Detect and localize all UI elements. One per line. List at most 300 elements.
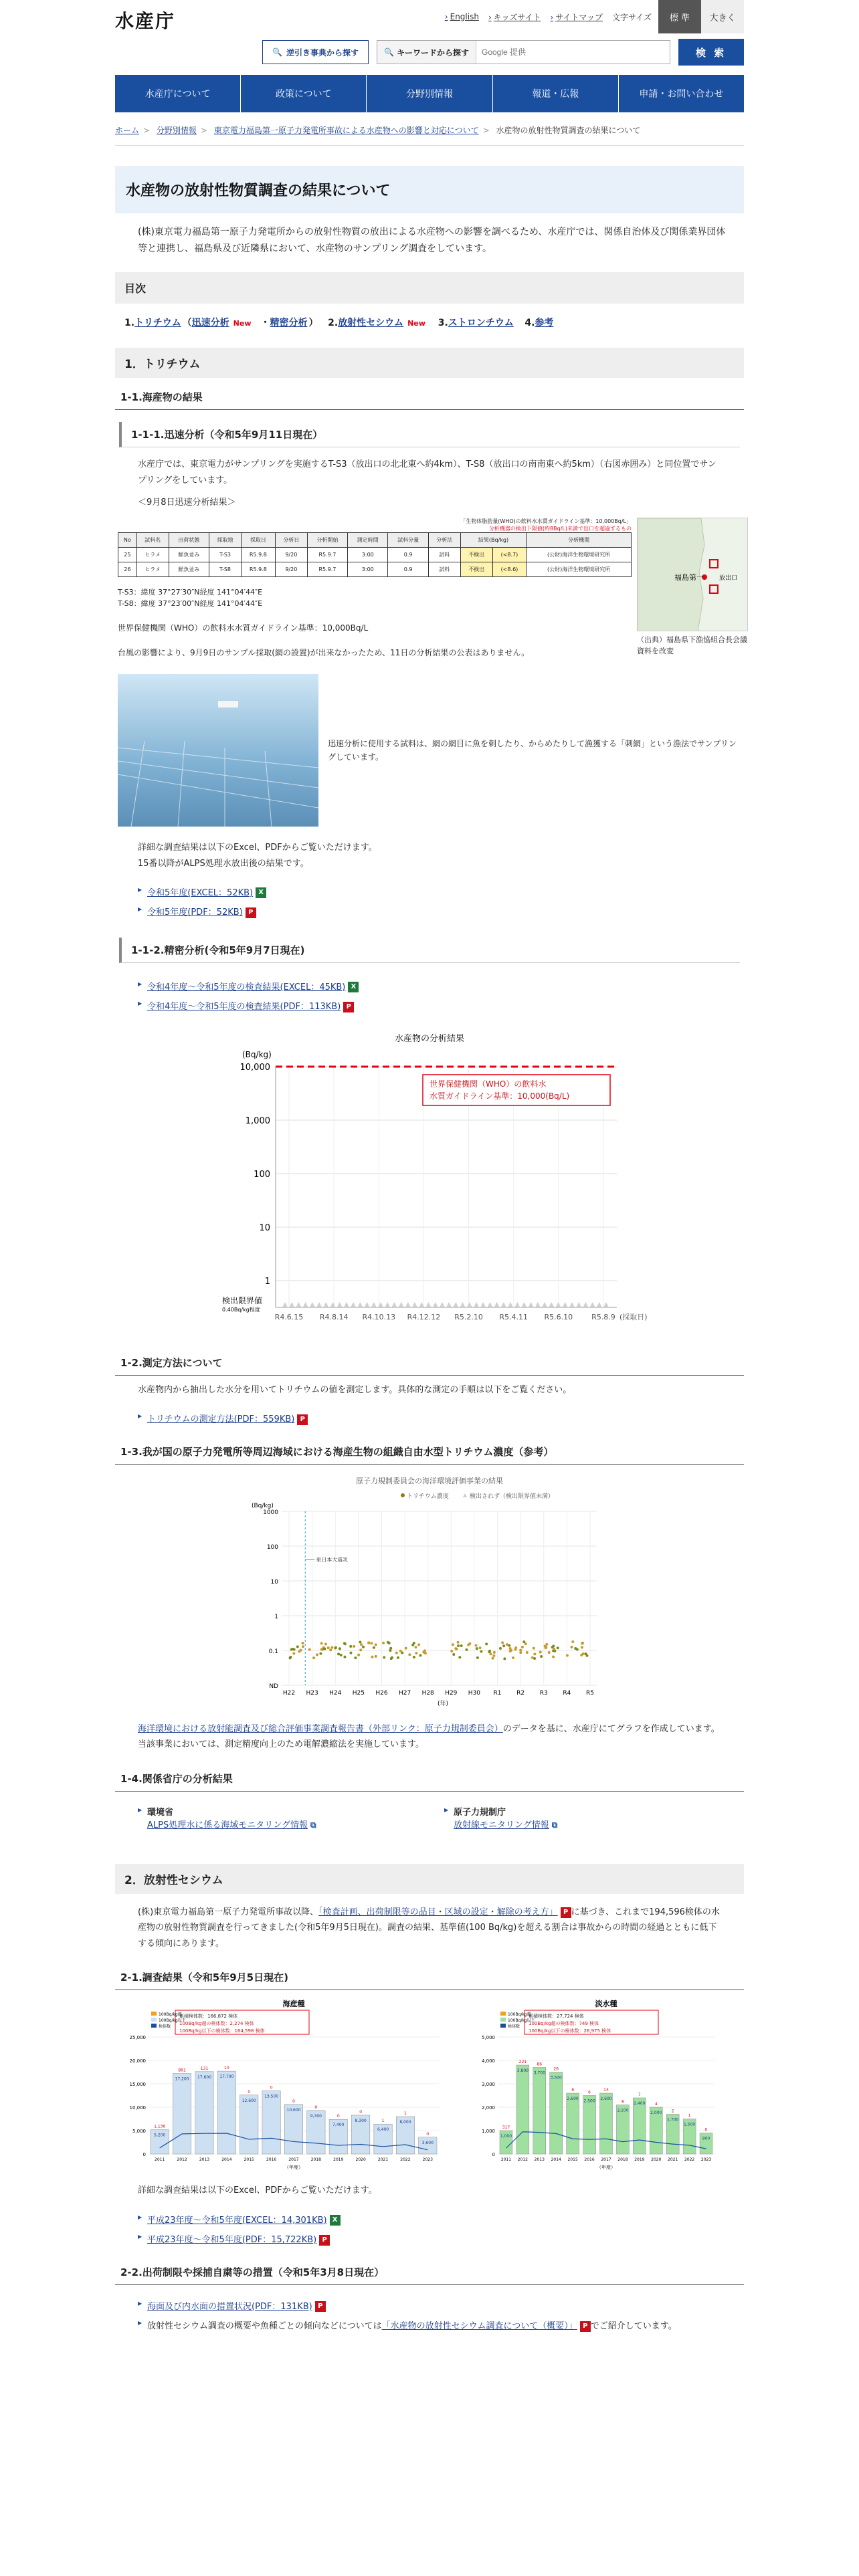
x-axis-label: (年) [437, 1700, 449, 1707]
keyword-search-input[interactable] [476, 41, 670, 64]
non-detect-marker [446, 1302, 452, 1307]
bar-value-label: 17,200 [175, 2076, 189, 2082]
net-mesh [118, 741, 318, 827]
precise-excel-link[interactable]: 令和4年度〜令和5年度の検査結果(EXCEL：45KB) [147, 982, 346, 992]
toc-heading: 目次 [115, 272, 744, 304]
data-point [492, 1656, 494, 1659]
data-point [480, 1650, 482, 1652]
data-point [395, 1651, 398, 1654]
non-detect-marker [460, 1302, 466, 1307]
table-header: 分析機関 [527, 532, 632, 547]
pdf-icon: P [246, 907, 256, 918]
x-tick-label: H22 [282, 1689, 296, 1697]
data-point [353, 1645, 355, 1648]
table-note-limit: 分析機器の検出下限値(約8Bq/L)未満で出口を超過するもの [488, 525, 632, 532]
y-tick-label: 10 [259, 1222, 270, 1233]
non-detect-marker [467, 1302, 472, 1307]
data-point [524, 1642, 527, 1645]
list-item [138, 976, 724, 996]
map-caption: （出典）福島県下漁協組合長会議資料を改変 [637, 635, 747, 656]
data-point [344, 1642, 347, 1645]
over-limit-label: 13 [603, 2088, 609, 2093]
x-tick-label: 2023 [422, 2157, 433, 2163]
data-point [362, 1645, 365, 1648]
subsection-cesium-results: 2-1.調査結果（令和5年9月5日現在) [115, 1958, 744, 1990]
nav-policy[interactable]: 政策について [241, 75, 367, 112]
non-detect-marker [385, 1302, 390, 1307]
rapid-pdf-link[interactable]: 令和5年度(PDF：52KB) [147, 907, 243, 918]
toc-precise[interactable]: 精密分析 [270, 318, 308, 329]
cesium-lead: (株)東京電力福島第一原子力発電所事故以降、「検査計画、出荷制限等の品目・区域の設定・解除の考え方」 P に基づき、これまで194,596検体の水産物の放射性物質調査を行ってきました(令和5年9月5日現在)。調査の結果、基準値(100 Bq/kg)を超える割合は事故からの時間の経過とともに低下する傾向にあります。 [138, 1907, 720, 1949]
data-point [415, 1652, 417, 1654]
breadcrumb-current: 水産物の放射性物質調査の結果について [496, 126, 641, 135]
method-pdf-link[interactable]: トリチウムの測定方法(PDF：559KB) [147, 1414, 295, 1425]
non-detect-marker [323, 1302, 328, 1307]
subsection-restrictions: 2-2.出荷制限や採捕自粛等の措置（令和5年3月8日現在） [115, 2253, 744, 2285]
boat-shape [218, 701, 238, 708]
x-tick-label: 2016 [266, 2157, 277, 2163]
non-detect-marker [603, 1302, 609, 1307]
data-point [320, 1642, 323, 1644]
non-detect-marker [576, 1302, 581, 1307]
x-tick-label: 2014 [551, 2157, 561, 2163]
data-point [324, 1642, 327, 1645]
data-point [367, 1641, 370, 1644]
section-cesium-title: 2．放射性セシウム [115, 1864, 744, 1894]
y-tick-label: 5,000 [481, 2035, 495, 2041]
bar-value-label: 2,000 [650, 2111, 662, 2116]
utility-nav [445, 0, 744, 33]
font-standard-button[interactable]: 標 準 [658, 0, 701, 33]
x-tick-label: H25 [352, 1689, 365, 1697]
list-item [138, 1408, 724, 1428]
chart-title: 海産種 [282, 2000, 305, 2009]
x-tick-label: R4.10.13 [362, 1312, 396, 1321]
non-detect-marker [330, 1302, 335, 1307]
data-point [548, 1651, 551, 1654]
site-logo[interactable]: 水産庁 [115, 10, 176, 32]
font-large-button[interactable]: 大きく [701, 0, 744, 33]
non-detect-marker [529, 1302, 534, 1307]
data-point [553, 1648, 555, 1650]
x-tick-label: R5.8.9 [591, 1312, 615, 1321]
bar-value-label: 6,400 [377, 2127, 389, 2133]
data-point [465, 1648, 468, 1651]
bar [600, 2093, 613, 2154]
bar [262, 2091, 280, 2155]
data-point [552, 1644, 555, 1647]
bar [533, 2068, 546, 2155]
legend-marker-detected [401, 1493, 405, 1497]
list-item: ▶ 放射性セシウム調査の概要や魚種ごとの傾向などについては「水産物の放射性セシウム調査について（概要）」 P でご紹介しています。 [138, 2315, 724, 2335]
bar-value-label: 2,100 [617, 2108, 629, 2113]
data-point [337, 1652, 340, 1655]
table-header: 結果(Bq/kg) [460, 532, 527, 547]
x-tick-label: 2013 [199, 2157, 210, 2163]
over-limit-label: 0 [426, 2132, 430, 2137]
legend-marker-nd [463, 1493, 467, 1497]
y-tick-label: 10,000 [240, 1062, 270, 1073]
net-photo-row [115, 659, 744, 833]
legend-swatch [500, 2018, 506, 2022]
nav-press[interactable]: 報道・広報 [493, 75, 619, 112]
external-link-icon: ⧉ [310, 1820, 316, 1830]
gillnet-photo [118, 674, 318, 827]
y-tick-label: 3,000 [481, 2082, 495, 2088]
over-limit-label: 1,136 [154, 2124, 166, 2129]
ministry-nra [444, 1805, 724, 1831]
map-block [637, 518, 748, 660]
data-point [493, 1651, 496, 1654]
restriction-pdf-link[interactable]: 海面及び内水面の措置状況(PDF：131KB) [147, 2301, 312, 2312]
cesium-excel-link[interactable]: 平成23年度〜令和5年度(EXCEL：14,301KB) [147, 2215, 327, 2226]
x-tick-label: H26 [375, 1689, 388, 1697]
legend-label: 100Bq/kg以下 [159, 2018, 186, 2024]
data-point [545, 1643, 548, 1646]
over-limit-label: 1 [688, 2113, 691, 2119]
marine-cesium-chart [118, 1997, 466, 2177]
measurement-text: 水産物内から抽出した水分を用いてトリチウムの値を測定します。具体的な測定の手順は以下をご覧ください。 [138, 1384, 572, 1395]
chart-title: 淡水種 [595, 2000, 617, 2009]
y-tick-label: 0.1 [268, 1648, 278, 1655]
data-point [299, 1648, 302, 1651]
legend-swatch [151, 2018, 157, 2022]
bar-value-label: 3,500 [550, 2075, 562, 2080]
non-detect-marker [501, 1302, 506, 1307]
x-tick-label: 2013 [534, 2157, 545, 2163]
y-tick-label: 5,000 [132, 2129, 146, 2135]
nav-contact[interactable]: 申請・お問い合わせ [619, 75, 744, 112]
over-limit-label: 8 [571, 2088, 575, 2093]
data-point [375, 1655, 377, 1658]
over-limit-label: 317 [502, 2125, 510, 2131]
data-point [413, 1656, 415, 1658]
sampling-map [637, 518, 748, 631]
excel-icon: X [348, 982, 359, 992]
bar-value-label: 2,400 [634, 2101, 646, 2107]
reference-chart-svg [242, 1471, 617, 1712]
env-monitoring-link[interactable]: ALPS処理水に係る海域モニタリング情報 [147, 1820, 308, 1830]
over-limit-label: 0 [337, 2114, 340, 2119]
non-detect-marker [344, 1302, 349, 1307]
external-link-icon: ⧉ [551, 1820, 558, 1830]
data-point [350, 1651, 353, 1654]
x-tick-label: 2017 [288, 2157, 299, 2163]
non-detect-marker [583, 1302, 588, 1307]
data-point [340, 1654, 343, 1656]
x-tick-label: 2018 [617, 2157, 628, 2163]
data-point [545, 1646, 547, 1648]
non-detect-marker [310, 1302, 315, 1307]
nav-about[interactable]: 水産庁について [115, 75, 241, 112]
subsection-precise-analysis: 1-1-2.精密分析(令和5年9月7日現在) [119, 938, 740, 963]
bar-value-label: 5,200 [154, 2133, 166, 2138]
data-point [552, 1655, 555, 1658]
search-submit-button[interactable]: 検 索 [678, 39, 744, 66]
non-detect-marker [391, 1302, 397, 1307]
ministry-env-name: ▶ 環境省 [138, 1805, 417, 1818]
summary-line: 累積検体数：166,872 検体 [179, 2014, 238, 2020]
x-tick-label: 2019 [333, 2157, 344, 2163]
y-tick-label: 1,000 [245, 1115, 270, 1126]
nav-fields[interactable]: 分野別情報 [367, 75, 492, 112]
legend-label: 検体数 [159, 2024, 171, 2030]
y-tick-label: 100 [254, 1169, 270, 1180]
new-badge: New [407, 319, 425, 328]
x-axis-label: （年度） [284, 2165, 303, 2171]
x-tick-label: H28 [421, 1689, 434, 1697]
y-tick-label: 10 [270, 1578, 278, 1586]
search-row [115, 33, 744, 71]
y-tick-label: 15,000 [129, 2082, 146, 2088]
x-tick-label: R3 [539, 1689, 548, 1697]
non-detect-marker [549, 1302, 554, 1307]
bar-value-label: 8,300 [355, 2119, 367, 2124]
non-detect-marker [590, 1302, 595, 1307]
data-point [370, 1642, 373, 1644]
y-tick-label: 25,000 [129, 2035, 146, 2041]
legend-label: 100Bq/kg以下 [508, 2018, 535, 2024]
bar-value-label: 2,600 [567, 2097, 579, 2102]
data-point [585, 1652, 587, 1655]
list-item [138, 2296, 724, 2316]
over-limit-label: 26 [553, 2066, 559, 2072]
over-limit-label: 0 [314, 2105, 318, 2111]
cesium-overview-link[interactable]: 「水産物の放射性セシウム調査について（概要）」 [381, 2321, 577, 2332]
legend-swatch [151, 2024, 157, 2028]
data-point [390, 1657, 393, 1660]
data-point [357, 1653, 360, 1656]
data-point [417, 1643, 420, 1646]
data-point [581, 1646, 583, 1648]
table-header: 分析日 [275, 532, 307, 547]
list-item [138, 882, 724, 902]
cesium-charts [115, 1997, 744, 2177]
y-tick-label: 4,000 [481, 2058, 495, 2064]
page-title: 水産物の放射性物質調査の結果について [115, 166, 744, 213]
non-detect-marker [535, 1302, 541, 1307]
data-point [354, 1656, 357, 1659]
non-detect-marker [425, 1302, 431, 1307]
x-tick-label: 2014 [221, 2157, 232, 2163]
x-tick-label: R1 [493, 1689, 502, 1697]
lod-label: 検出限界値 [222, 1295, 263, 1305]
non-detect-marker [521, 1302, 527, 1307]
sitemap-link[interactable]: › サイトマップ [550, 11, 603, 23]
x-tick-label: 2011 [500, 2157, 512, 2163]
legend-label: 100Bq/kg超 [159, 2012, 182, 2018]
over-limit-label: 0 [270, 2085, 273, 2090]
cesium-pdf-link[interactable]: 平成23年度〜令和5年度(PDF：15,722KB) [147, 2235, 317, 2246]
legend-detected: トリチウム濃度 [407, 1493, 449, 1500]
data-point [296, 1645, 299, 1648]
precise-pdf-link[interactable]: 令和4年度〜令和5年度の検査結果(PDF：113KB) [147, 1002, 341, 1012]
data-point [292, 1648, 294, 1650]
rapid-excel-link[interactable]: 令和5年度(EXCEL：52KB) [147, 887, 254, 898]
rapid-download-list [115, 878, 744, 926]
y-tick-label: 1 [274, 1613, 278, 1620]
over-limit-label: 0 [248, 2090, 251, 2095]
x-axis-label: （年度） [597, 2165, 615, 2171]
x-tick-label: 2015 [244, 2157, 254, 2163]
plant-label: 福島第一 [674, 572, 704, 582]
non-detect-marker [399, 1302, 404, 1307]
x-tick-label: R5 [586, 1689, 594, 1697]
data-point [557, 1646, 559, 1649]
x-tick-label: H24 [329, 1689, 342, 1697]
x-tick-label: 2011 [155, 2157, 165, 2163]
x-tick-label: H30 [468, 1689, 481, 1697]
table-header: 試料名 [136, 532, 169, 547]
bar-value-label: 13,500 [264, 2094, 279, 2099]
data-point [454, 1647, 457, 1650]
tritium-chart-svg [202, 1027, 657, 1334]
non-detect-marker [337, 1302, 343, 1307]
data-point [492, 1654, 495, 1657]
data-point [533, 1652, 536, 1655]
over-limit-label: 861 [178, 2068, 186, 2073]
freshwater-cesium-chart [467, 1997, 741, 2177]
search-icon: 🔍 [384, 47, 394, 57]
chart-title: 原子力規制委員会の海洋環境評価事業の結果 [356, 1476, 503, 1485]
data-point [457, 1644, 460, 1647]
data-point [349, 1645, 352, 1648]
subsection-rapid-analysis: 1-1-1.迅速分析（令和5年9月11日現在） [119, 422, 740, 447]
rapid-results-table [118, 532, 632, 577]
reverse-dictionary-button[interactable]: 🔍 逆引き事典から探す [262, 40, 369, 64]
nra-monitoring-link[interactable]: 放射線モニタリング情報 [454, 1820, 549, 1830]
result-date-label: ＜9月8日迅速分析結果＞ [138, 498, 236, 508]
x-tick-label: 2022 [684, 2157, 695, 2163]
data-point [571, 1646, 573, 1648]
earthquake-label: 東日本大震災 [316, 1556, 349, 1563]
breadcrumb-fields[interactable]: 分野別情報 [156, 126, 197, 135]
bar [567, 2093, 579, 2154]
y-axis-label: (Bq/kg) [252, 1502, 274, 1509]
keyword-label: 🔍 キーワードから探す [384, 47, 469, 58]
toc-cesium[interactable]: 放射性セシウム [338, 318, 404, 329]
summary-line: 100Bq/kg以下の検体数：26,975 検体 [529, 2028, 611, 2034]
data-point [359, 1640, 361, 1643]
toc-strontium[interactable]: ストロンチウム [448, 318, 514, 329]
reference-source-text: 海洋環境における放射能調査及び総合評価事業調査報告書（外部リンク：原子力規制委員会）のデータを基に、水産庁にてグラフを作成しています。 [138, 1723, 720, 1734]
data-point [499, 1647, 502, 1650]
data-point [343, 1655, 346, 1658]
data-point [289, 1656, 292, 1659]
data-point [411, 1644, 414, 1646]
table-row: 25 ヒラメ 鮮魚並み T-S3 R5.9.8 9/20 R5.9.7 3:00 0.9 試料 不検出 (<8.7) (公財)海洋生物環境研究所 [118, 547, 632, 562]
outlet-label: 放出口 [719, 574, 738, 582]
data-point [401, 1651, 403, 1654]
y-tick-label: 100 [266, 1543, 278, 1551]
non-detect-marker [357, 1302, 363, 1307]
non-detect-marker [480, 1302, 486, 1307]
subsection-measurement-method: 1-2.測定方法について [115, 1344, 744, 1376]
kids-site-link[interactable]: › キッズサイト [488, 11, 541, 23]
ministry-nra-name: ▶ 原子力規制庁 [444, 1805, 724, 1818]
non-detect-marker [563, 1302, 568, 1307]
inspection-plan-link[interactable]: 「検査計画、出荷制限等の品目・区域の設定・解除の考え方」 [318, 1907, 558, 1918]
non-detect-marker [412, 1302, 417, 1307]
over-limit-label: 6 [588, 2090, 591, 2095]
breadcrumb-accident[interactable]: 東京電力福島第一原子力発電所事故による水産物への影響と対応について [213, 126, 479, 135]
data-point [468, 1642, 471, 1645]
x-tick-label: 2023 [700, 2157, 712, 2163]
over-limit-label: 4 [654, 2102, 658, 2107]
x-tick-label: H23 [306, 1689, 318, 1697]
x-tick-label: 2015 [567, 2157, 578, 2163]
data-point [458, 1656, 461, 1658]
bar-value-label: 2,500 [583, 2099, 595, 2104]
non-detect-marker [556, 1302, 561, 1307]
data-point [508, 1644, 510, 1646]
bar-value-label: 8,000 [399, 2120, 411, 2125]
precise-download-list [115, 972, 744, 1020]
data-point [422, 1650, 425, 1653]
y-tick-label: 0 [142, 2152, 146, 2158]
english-link[interactable]: › English [445, 12, 479, 21]
breadcrumb-home[interactable]: ホーム [115, 126, 140, 135]
data-point [476, 1656, 479, 1659]
photo-caption: 迅速分析に使用する試料は、網の網目に魚を刺したり、からめたりして漁獲する「刺網」という漁法でサンプリングしています。 [328, 738, 737, 762]
cesium-detail-text: 詳細な調査結果は以下のExcel、PDFからご覧いただけます。 [138, 2185, 377, 2196]
data-point [320, 1648, 323, 1650]
bar [240, 2095, 258, 2154]
text-size-label: 文字サイズ [611, 12, 652, 22]
x-tick-label: 2020 [355, 2157, 366, 2163]
x-tick-label: 2017 [601, 2157, 611, 2163]
non-detect-marker [569, 1302, 575, 1307]
coordinate-ts3: T-S3：緯度 37°27′30″N経度 141°04′44″E [118, 587, 263, 597]
results-table-block [118, 518, 632, 660]
data-point [533, 1646, 535, 1649]
data-point [580, 1654, 583, 1656]
toc-rapid[interactable]: 迅速分析 [191, 318, 229, 329]
over-limit-label: 86 [537, 2062, 543, 2067]
data-point [540, 1655, 543, 1658]
x-tick-label: 2012 [177, 2157, 187, 2163]
legend-swatch [500, 2012, 506, 2016]
data-point [383, 1656, 385, 1658]
y-tick-label: 2,000 [481, 2105, 495, 2111]
over-limit-label: 1 [381, 2119, 385, 2124]
data-point [526, 1651, 529, 1654]
x-tick-label: R4.6.15 [274, 1312, 304, 1321]
data-point [327, 1646, 330, 1649]
electrolysis-note: 当該事業においては、測定精度向上のため電解濃縮法を実施しています。 [138, 1739, 424, 1750]
x-tick-label: R5.6.10 [544, 1312, 573, 1321]
results-row [115, 518, 747, 660]
x-tick-label: R4 [563, 1689, 571, 1697]
legend-label: 検体数 [508, 2024, 520, 2030]
data-point [514, 1646, 517, 1649]
data-point [330, 1646, 333, 1648]
ocean-survey-report-link[interactable]: 海洋環境における放射能調査及び総合評価事業調査報告書（外部リンク：原子力規制委員会） [138, 1723, 503, 1734]
coordinate-ts8: T-S8：緯度 37°23′00″N経度 141°04′44″E [118, 599, 263, 609]
x-tick-label: R4.12.12 [407, 1312, 441, 1321]
map-graphic [638, 518, 748, 631]
bar-value-label: 12,600 [242, 2099, 256, 2104]
toc-reference[interactable]: 参考 [535, 318, 554, 329]
data-point [490, 1652, 492, 1655]
data-point [503, 1657, 506, 1660]
data-point [408, 1653, 411, 1656]
toc-tritium[interactable]: トリチウム [134, 318, 181, 329]
non-detect-marker [303, 1302, 308, 1307]
bar [516, 2065, 529, 2154]
data-point [316, 1653, 318, 1656]
y-tick-label: 10,000 [129, 2105, 146, 2111]
